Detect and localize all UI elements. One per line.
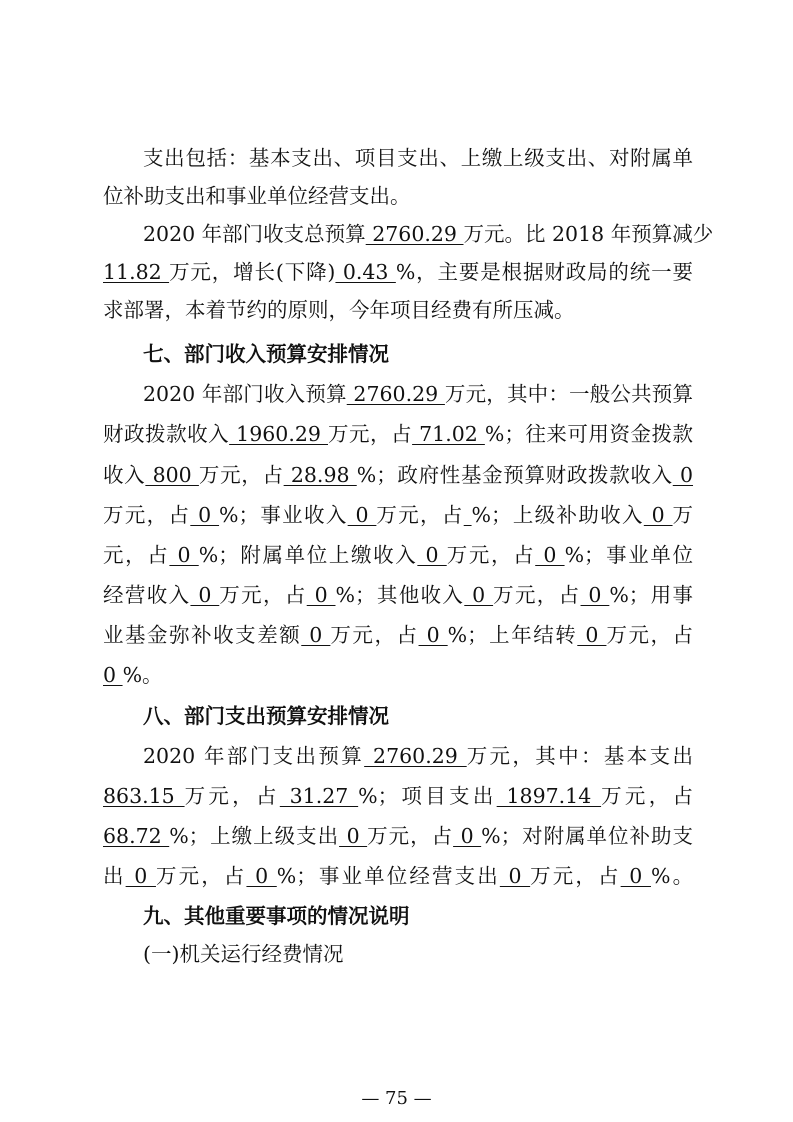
underlined-value: 0: [417, 543, 447, 567]
underlined-value: 1897.14: [496, 784, 602, 808]
underlined-value: 0: [580, 583, 610, 607]
underlined-value: 11.82: [103, 260, 170, 284]
underlined-value: 0: [620, 864, 651, 888]
underlined-value: 0: [339, 824, 368, 848]
section-heading: 九、其他重要事项的情况说明: [143, 904, 410, 928]
paragraph-line: 业基金弥补收支差额 0 万元，占 0 %；上年结转 0 万元，占: [103, 623, 694, 647]
underlined-value: 0.43: [335, 260, 396, 284]
paragraph-line: 元，占 0 %；附属单位上缴收入 0 万元，占 0 %；事业单位: [103, 543, 694, 567]
underlined-value: 0: [347, 503, 377, 527]
underlined-value: 0: [672, 463, 694, 487]
underlined-value: 68.72: [103, 824, 170, 848]
underlined-value: 0: [125, 864, 156, 888]
underlined-value: 0: [499, 864, 531, 888]
paragraph-line: 68.72 %；上缴上级支出 0 万元，占 0 %；对附属单位补助支: [103, 824, 694, 848]
underlined-value: 0: [246, 864, 277, 888]
underlined-value: 0: [169, 543, 199, 567]
paragraph-line: 收入 800 万元，占 28.98 %；政府性基金预算财政拨款收入 0: [103, 463, 694, 487]
underlined-value: 0: [577, 623, 607, 647]
underlined-value: 28.98: [283, 463, 357, 487]
underlined-value: 2760.29: [346, 382, 445, 406]
underlined-blank: [464, 503, 472, 527]
underlined-value: 0: [190, 503, 220, 527]
paragraph-line: 财政拨款收入 1960.29 万元，占 71.02 %；往来可用资金拨款: [103, 422, 694, 446]
paragraph-line: 出 0 万元，占 0 %；事业单位经营支出 0 万元，占 0 %。: [103, 864, 694, 888]
paragraph-line: 11.82 万元，增长(下降) 0.43 %，主要是根据财政局的统一要: [103, 260, 693, 284]
underlined-value: 0: [643, 503, 673, 527]
underlined-value: 2760.29: [365, 222, 464, 246]
underlined-value: 71.02: [412, 422, 485, 446]
underlined-value: 863.15: [103, 784, 185, 808]
section-heading: 七、部门收入预算安排情况: [143, 342, 389, 366]
underlined-value: 0: [535, 543, 565, 567]
paragraph-line: 求部署，本着节约的原则，今年项目经费有所压减。: [103, 298, 575, 322]
underlined-value: 1960.29: [229, 422, 328, 446]
page-number: — 75 —: [361, 1088, 432, 1109]
underlined-value: 0: [464, 583, 494, 607]
paragraph-line: 支出包括：基本支出、项目支出、上缴上级支出、对附属单: [143, 146, 693, 170]
paragraph-line: 863.15 万元，占 31.27 %；项目支出 1897.14 万元，占: [103, 784, 693, 808]
paragraph-line: 0 %。: [103, 663, 163, 687]
underlined-value: 0: [453, 824, 482, 848]
underlined-value: 31.27: [279, 784, 359, 808]
sub-heading: (一)机关运行经费情况: [143, 942, 344, 966]
underlined-value: 0: [103, 663, 123, 687]
underlined-value: 2760.29: [364, 744, 467, 768]
underlined-value: 800: [145, 463, 199, 487]
paragraph-line: 位补助支出和事业单位经营支出。: [103, 184, 411, 208]
paragraph-line: 万元，占 0 %；事业收入 0 万元，占 %；上级补助收入 0 万: [103, 503, 694, 527]
underlined-value: 0: [301, 623, 331, 647]
underlined-value: 0: [306, 583, 336, 607]
paragraph-line: 经营收入 0 万元，占 0 %；其他收入 0 万元，占 0 %；用事: [103, 583, 694, 607]
section-heading: 八、部门支出预算安排情况: [143, 704, 389, 728]
paragraph-line: 2020 年部门支出预算 2760.29 万元，其中：基本支出: [143, 744, 694, 768]
paragraph-line: 2020 年部门收支总预算 2760.29 万元。比 2018 年预算减少: [143, 222, 714, 246]
paragraph-line: 2020 年部门收入预算 2760.29 万元，其中：一般公共预算: [143, 382, 694, 406]
underlined-value: 0: [190, 583, 220, 607]
underlined-value: 0: [418, 623, 448, 647]
